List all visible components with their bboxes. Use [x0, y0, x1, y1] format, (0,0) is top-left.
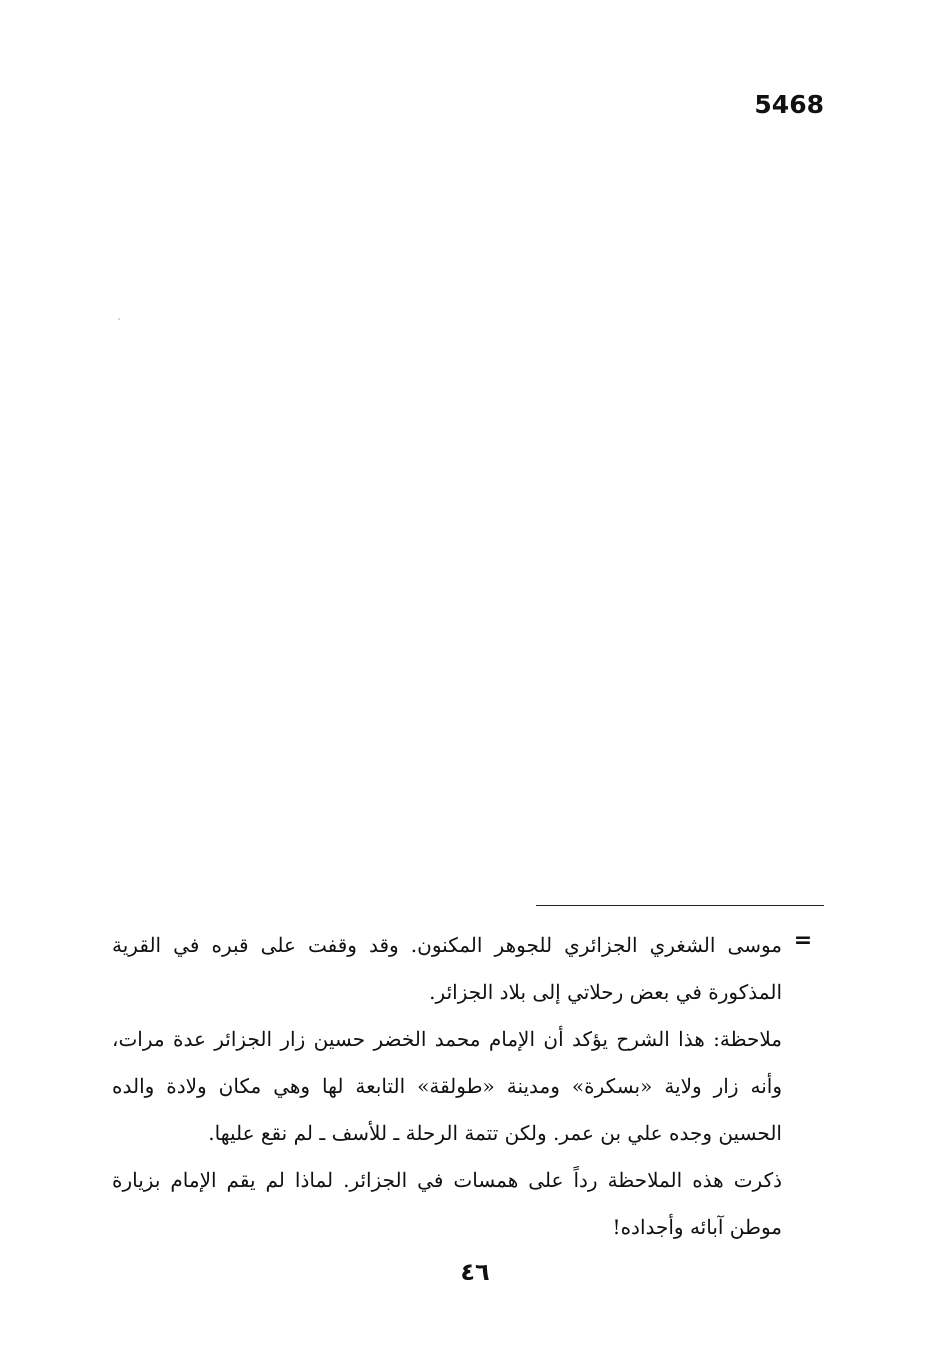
- footnote-text-block: [112, 922, 782, 1251]
- footnote-continuation-mark: =: [793, 928, 813, 953]
- footnote-paragraph-1: موسى الشغري الجزائري للجوهر المكنون. وقد وقفت على قبره في القرية المذكورة في بعض رحلاتي إلى بلاد الجزائر.: [112, 933, 782, 1004]
- footnote-separator-line: [536, 905, 824, 906]
- page-number: ٤٦: [460, 1258, 490, 1286]
- footnote-paragraph-2: ملاحظة: هذا الشرح يؤكد أن الإمام محمد الخضر حسين زار الجزائر عدة مرات، وأنه زار ولاية «بسكرة» ومدينة «طولقة» التابعة لها وهي مكان ولادة والده الحسين وجده علي بن عمر. ولكن تتمة الرحلة ـ للأسف ـ لم نقع عليها.: [112, 1027, 782, 1145]
- page-id-number: 5468: [754, 90, 824, 119]
- scan-speck: [118, 318, 120, 320]
- footnote-paragraph-3: ذكرت هذه الملاحظة رداً على همسات في الجزائر. لماذا لم يقم الإمام بزيارة موطن آبائه وأجداده!: [112, 1168, 782, 1239]
